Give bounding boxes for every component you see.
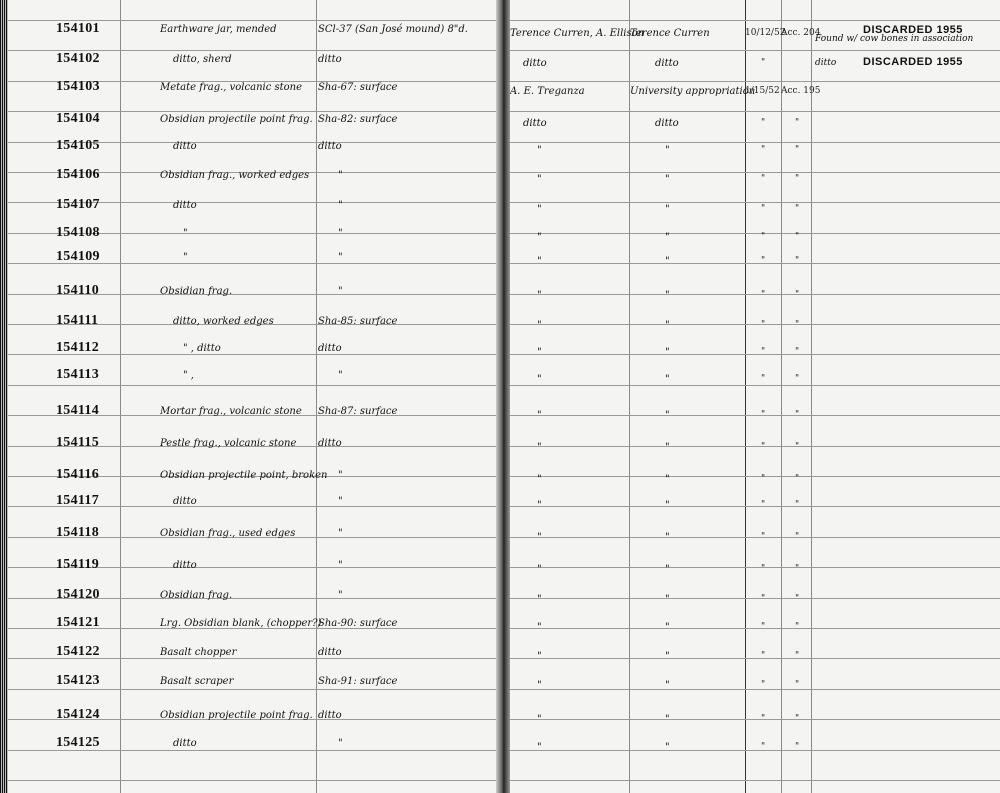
collector-name: " <box>537 622 542 633</box>
accession-entry: Acc. 204 <box>781 28 821 38</box>
date-entry: " <box>761 742 766 752</box>
date-entry: " <box>761 594 766 604</box>
collector-name: " <box>537 320 542 331</box>
date-entry: " <box>761 622 766 632</box>
source-entry: ditto <box>655 58 679 69</box>
date-entry: " <box>761 145 766 155</box>
site-location: " <box>338 370 343 381</box>
object-description: " , <box>183 370 194 381</box>
accession-entry: " <box>795 594 800 604</box>
site-location: " <box>338 470 343 481</box>
collector-name: " <box>537 442 542 453</box>
accession-entry: " <box>795 442 800 452</box>
row-rule <box>505 446 1000 447</box>
row-rule <box>505 142 1000 143</box>
catalog-number: 154107 <box>56 197 100 212</box>
accession-entry: " <box>795 622 800 632</box>
object-description: Obsidian frag. <box>160 590 233 601</box>
site-location: " <box>338 286 343 297</box>
collector-name: " <box>537 651 542 662</box>
date-entry: " <box>761 680 766 690</box>
catalog-number: 154111 <box>56 313 99 328</box>
object-description: Obsidian frag., worked edges <box>160 170 310 181</box>
row-rule <box>8 385 500 386</box>
date-entry: " <box>761 474 766 484</box>
catalog-number: 154117 <box>56 493 100 508</box>
source-entry: " <box>665 474 670 485</box>
left-ledger-page <box>8 0 500 793</box>
row-rule <box>505 628 1000 629</box>
object-description: ditto, worked edges <box>173 316 274 327</box>
source-entry: " <box>665 680 670 691</box>
row-rule <box>505 658 1000 659</box>
date-entry: " <box>761 290 766 300</box>
collector-name: " <box>537 204 542 215</box>
source-entry: " <box>665 500 670 511</box>
accession-entry: " <box>795 347 800 357</box>
remarks-entry: Found w/ cow bones in association <box>815 34 974 44</box>
catalog-number: 154124 <box>56 707 100 722</box>
site-location: " <box>338 252 343 263</box>
site-location: " <box>338 738 343 749</box>
row-rule <box>505 50 1000 51</box>
catalog-number: 154105 <box>56 138 100 153</box>
collector-name: " <box>537 474 542 485</box>
accession-entry: " <box>795 118 800 128</box>
date-entry: " <box>761 651 766 661</box>
row-rule <box>505 537 1000 538</box>
accession-entry: " <box>795 742 800 752</box>
catalog-number: 154108 <box>56 225 100 240</box>
object-description: ditto <box>173 560 197 571</box>
accession-entry: " <box>795 474 800 484</box>
row-rule <box>505 354 1000 355</box>
object-description: Obsidian projectile point, broken <box>160 470 328 481</box>
accession-entry: " <box>795 320 800 330</box>
catalog-number: 154122 <box>56 644 100 659</box>
collector-name: " <box>537 594 542 605</box>
column-rule <box>316 0 317 793</box>
catalog-number: 154118 <box>56 525 100 540</box>
source-entry: " <box>665 256 670 267</box>
object-description: Earthware jar, mended <box>160 24 277 35</box>
accession-entry: " <box>795 564 800 574</box>
row-rule <box>505 111 1000 112</box>
date-entry: 1/15/52 <box>745 86 780 96</box>
object-description: Lrg. Obsidian blank, (chopper?) <box>160 618 322 629</box>
date-entry: " <box>761 256 766 266</box>
site-location: " <box>338 228 343 239</box>
catalog-number: 154101 <box>56 21 100 36</box>
source-entry: " <box>665 410 670 421</box>
catalog-number: 154103 <box>56 79 100 94</box>
object-description: Obsidian frag., used edges <box>160 528 296 539</box>
catalog-number: 154115 <box>56 435 100 450</box>
source-entry: ditto <box>655 118 679 129</box>
discarded-stamp: DISCARDED 1955 <box>863 24 963 36</box>
catalog-number: 154102 <box>56 51 100 66</box>
source-entry: " <box>665 564 670 575</box>
source-entry: " <box>665 714 670 725</box>
collector-name: " <box>537 256 542 267</box>
collector-name: " <box>537 374 542 385</box>
date-entry: " <box>761 320 766 330</box>
site-location: ditto <box>318 710 342 721</box>
column-rule <box>811 0 812 793</box>
date-entry: 10/12/52 <box>745 28 786 38</box>
catalog-number: 154120 <box>56 587 100 602</box>
row-rule <box>505 415 1000 416</box>
source-entry: " <box>665 651 670 662</box>
catalog-number: 154104 <box>56 111 100 126</box>
accession-entry: " <box>795 256 800 266</box>
collector-name: " <box>537 347 542 358</box>
collector-name: " <box>537 532 542 543</box>
site-location: " <box>338 170 343 181</box>
site-location: Sha-67: surface <box>318 82 398 93</box>
object-description: Mortar frag., volcanic stone <box>160 406 302 417</box>
source-entry: " <box>665 320 670 331</box>
site-location: Sha-82: surface <box>318 114 398 125</box>
site-location: Sha-91: surface <box>318 676 398 687</box>
site-location: Sha-87: surface <box>318 406 398 417</box>
object-description: " , ditto <box>183 343 221 354</box>
object-description: " <box>183 228 188 239</box>
catalog-number: 154114 <box>56 403 100 418</box>
remarks-entry: ditto <box>815 58 837 68</box>
source-entry: " <box>665 347 670 358</box>
column-rule <box>745 0 746 793</box>
source-entry: " <box>665 742 670 753</box>
row-rule <box>505 385 1000 386</box>
collector-name: " <box>537 714 542 725</box>
site-location: " <box>338 590 343 601</box>
catalog-number: 154116 <box>56 467 100 482</box>
accession-entry: " <box>795 290 800 300</box>
accession-entry: " <box>795 714 800 724</box>
source-entry: " <box>665 622 670 633</box>
source-entry: " <box>665 290 670 301</box>
site-location: SCl-37 (San José mound) 8"d. <box>318 24 468 35</box>
object-description: ditto, sherd <box>173 54 232 65</box>
catalog-number: 154113 <box>56 367 100 382</box>
accession-entry: " <box>795 145 800 155</box>
source-entry: " <box>665 232 670 243</box>
date-entry: " <box>761 174 766 184</box>
book-spine <box>496 0 510 793</box>
collector-name: ditto <box>523 118 547 129</box>
accession-entry: " <box>795 500 800 510</box>
row-rule <box>505 780 1000 781</box>
object-description: " <box>183 252 188 263</box>
collector-name: " <box>537 232 542 243</box>
row-rule <box>8 780 500 781</box>
site-location: Sha-90: surface <box>318 618 398 629</box>
catalog-number: 154121 <box>56 615 100 630</box>
page-edge-stack <box>0 0 8 793</box>
accession-entry: " <box>795 532 800 542</box>
collector-name: " <box>537 174 542 185</box>
row-rule <box>505 506 1000 507</box>
accession-entry: Acc. 195 <box>781 86 821 96</box>
site-location: ditto <box>318 647 342 658</box>
accession-entry: " <box>795 410 800 420</box>
collector-name: " <box>537 145 542 156</box>
catalog-number: 154106 <box>56 167 100 182</box>
accession-entry: " <box>795 232 800 242</box>
accession-entry: " <box>795 374 800 384</box>
row-rule <box>505 750 1000 751</box>
object-description: ditto <box>173 200 197 211</box>
collector-name: " <box>537 564 542 575</box>
date-entry: " <box>761 232 766 242</box>
collector-name: ditto <box>523 58 547 69</box>
date-entry: " <box>761 374 766 384</box>
row-rule <box>505 719 1000 720</box>
date-entry: " <box>761 204 766 214</box>
site-location: ditto <box>318 343 342 354</box>
date-entry: " <box>761 714 766 724</box>
collector-name: " <box>537 410 542 421</box>
site-location: " <box>338 560 343 571</box>
date-entry: " <box>761 118 766 128</box>
source-entry: Terence Curren <box>630 28 710 39</box>
row-rule <box>505 202 1000 203</box>
collector-name: " <box>537 500 542 511</box>
row-rule <box>8 689 500 690</box>
source-entry: " <box>665 594 670 605</box>
accession-entry: " <box>795 680 800 690</box>
date-entry: " <box>761 410 766 420</box>
object-description: Pestle frag., volcanic stone <box>160 438 297 449</box>
row-rule <box>505 263 1000 264</box>
accession-entry: " <box>795 174 800 184</box>
site-location: " <box>338 528 343 539</box>
catalog-number: 154125 <box>56 735 100 750</box>
object-description: ditto <box>173 141 197 152</box>
collector-name: " <box>537 742 542 753</box>
row-rule <box>505 172 1000 173</box>
source-entry: " <box>665 374 670 385</box>
date-entry: " <box>761 500 766 510</box>
source-entry: " <box>665 145 670 156</box>
object-description: Basalt scraper <box>160 676 234 687</box>
column-rule <box>781 0 782 793</box>
date-entry: " <box>761 564 766 574</box>
object-description: Metate frag., volcanic stone <box>160 82 303 93</box>
row-rule <box>505 294 1000 295</box>
source-entry: University appropriation <box>630 86 756 97</box>
catalog-number: 154112 <box>56 340 100 355</box>
site-location: Sha-85: surface <box>318 316 398 327</box>
object-description: Obsidian projectile point frag. <box>160 710 313 721</box>
row-rule <box>505 598 1000 599</box>
catalog-number: 154119 <box>56 557 100 572</box>
source-entry: " <box>665 442 670 453</box>
row-rule <box>505 567 1000 568</box>
row-rule <box>505 233 1000 234</box>
site-location: " <box>338 200 343 211</box>
site-location: ditto <box>318 54 342 65</box>
object-description: ditto <box>173 738 197 749</box>
source-entry: " <box>665 204 670 215</box>
row-rule <box>505 20 1000 21</box>
site-location: ditto <box>318 141 342 152</box>
row-rule <box>505 324 1000 325</box>
source-entry: " <box>665 532 670 543</box>
collector-name: A. E. Treganza <box>510 86 585 97</box>
accession-entry: " <box>795 204 800 214</box>
source-entry: " <box>665 174 670 185</box>
catalog-number: 154109 <box>56 249 100 264</box>
accession-entry: " <box>795 651 800 661</box>
collector-name: " <box>537 290 542 301</box>
date-entry: " <box>761 532 766 542</box>
collector-name: " <box>537 680 542 691</box>
collector-name: Terence Curren, A. Ellison <box>510 28 645 39</box>
catalog-number: 154110 <box>56 283 100 298</box>
date-entry: " <box>761 347 766 357</box>
row-rule <box>505 689 1000 690</box>
column-rule <box>629 0 630 793</box>
date-entry: " <box>761 442 766 452</box>
catalog-number: 154123 <box>56 673 100 688</box>
object-description: ditto <box>173 496 197 507</box>
right-ledger-page <box>505 0 1000 793</box>
date-entry: " <box>761 58 766 68</box>
object-description: Obsidian projectile point frag. <box>160 114 313 125</box>
site-location: ditto <box>318 438 342 449</box>
site-location: " <box>338 496 343 507</box>
row-rule <box>505 476 1000 477</box>
object-description: Obsidian frag. <box>160 286 233 297</box>
object-description: Basalt chopper <box>160 647 237 658</box>
discarded-stamp: DISCARDED 1955 <box>863 56 963 68</box>
row-rule <box>505 81 1000 82</box>
